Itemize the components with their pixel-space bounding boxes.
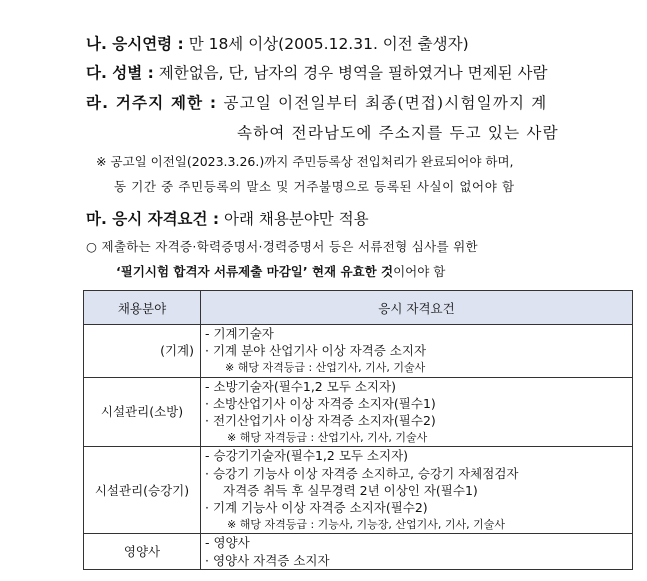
requirement-line: · 기계 분야 산업기사 이상 자격증 소지자 [205, 343, 427, 359]
deadline-tail: 이어야 함 [393, 264, 446, 279]
field-cell: (기계) [84, 325, 201, 378]
gender-text: 제한없음, 단, 남자의 경우 병역을 필하였거나 면제된 사람 [158, 64, 548, 82]
requirement-line: - 영양사 [205, 535, 250, 551]
requirement-line: - 소방기술자(필수1,2 모두 소지자) [205, 378, 396, 394]
table-row [84, 447, 633, 534]
requirement-line: · 기계 기능사 이상 자격증 소지자(필수2) [205, 500, 428, 516]
requirements-cell [201, 377, 633, 447]
residence-text-1: 공고일 이전일부터 최종(면접)시험일까지 계 [223, 94, 548, 112]
qualification-text: 아래 채용분야만 적용 [224, 210, 369, 228]
table-row [84, 377, 633, 447]
requirement-line: - 승강기기술자(필수1,2 모두 소지자) [205, 448, 409, 464]
requirement-line: · 영양사 자격증 소지자 [205, 552, 330, 568]
residence-label: 라. 거주지 제한 : [86, 94, 218, 112]
requirement-line: · 승강기 기능사 이상 자격증 소지하고, 승강기 자체점검자 [205, 465, 519, 481]
residence-requirement [86, 91, 547, 113]
table-header-row [84, 291, 633, 325]
table-row [84, 534, 633, 569]
header-requirements: 응시 자격요건 [201, 291, 633, 325]
requirements-cell [201, 325, 633, 378]
gender-label: 다. 성별 : [86, 64, 154, 82]
header-field: 채용분야 [84, 291, 201, 325]
gender-requirement [86, 61, 547, 83]
field-cell: 영양사 [84, 534, 201, 569]
table-row [84, 325, 633, 378]
requirement-note: ※ 해당 자격등급 : 산업기사, 기사, 기술사 [225, 361, 426, 375]
requirement-line: - 기계기술자 [205, 326, 274, 341]
requirement-note: ※ 해당 자격등급 : 산업기사, 기사, 기술사 [227, 431, 428, 445]
document-validity-note: ○ 제출하는 자격증·학력증명서·경력증명서 등은 서류전형 심사를 위한 [86, 239, 478, 254]
residence-note-2: 동 기간 중 주민등록의 말소 및 거주불명으로 등록된 사실이 없어야 함 [114, 179, 515, 194]
qualification-requirement [86, 207, 369, 229]
requirements-cell [201, 447, 633, 534]
requirement-line: · 소방산업기사 이상 자격증 소지자(필수1) [205, 395, 436, 411]
field-cell: 시설관리(소방) [84, 377, 201, 447]
age-requirement [86, 32, 469, 54]
document-validity-note-2 [116, 262, 445, 280]
requirement-note: ※ 해당 자격등급 : 기능사, 기능장, 산업기사, 기사, 기술사 [227, 518, 506, 532]
age-text: 만 18세 이상(2005.12.31. 이전 출생자) [188, 35, 469, 53]
qualification-label: 마. 응시 자격요건 : [86, 210, 220, 228]
requirement-line: 자격증 취득 후 실무경력 2년 이상인 자(필수1) [223, 482, 478, 498]
age-label: 나. 응시연령 : [86, 35, 184, 53]
residence-text-2: 속하여 전라남도에 주소지를 두고 있는 사람 [237, 124, 559, 142]
deadline-emphasis: ‘필기시험 합격자 서류제출 마감일’ 현재 유효한 것 [116, 264, 394, 279]
residence-note-1: ※ 공고일 이전일(2023.3.26.)까지 주민등록상 전입처리가 완료되어야 하며, [96, 154, 514, 169]
requirements-cell [201, 534, 633, 569]
requirement-line: · 전기산업기사 이상 자격증 소지자(필수2) [205, 413, 436, 429]
field-cell: 시설관리(승강기) [84, 447, 201, 534]
qualification-table [83, 290, 633, 570]
